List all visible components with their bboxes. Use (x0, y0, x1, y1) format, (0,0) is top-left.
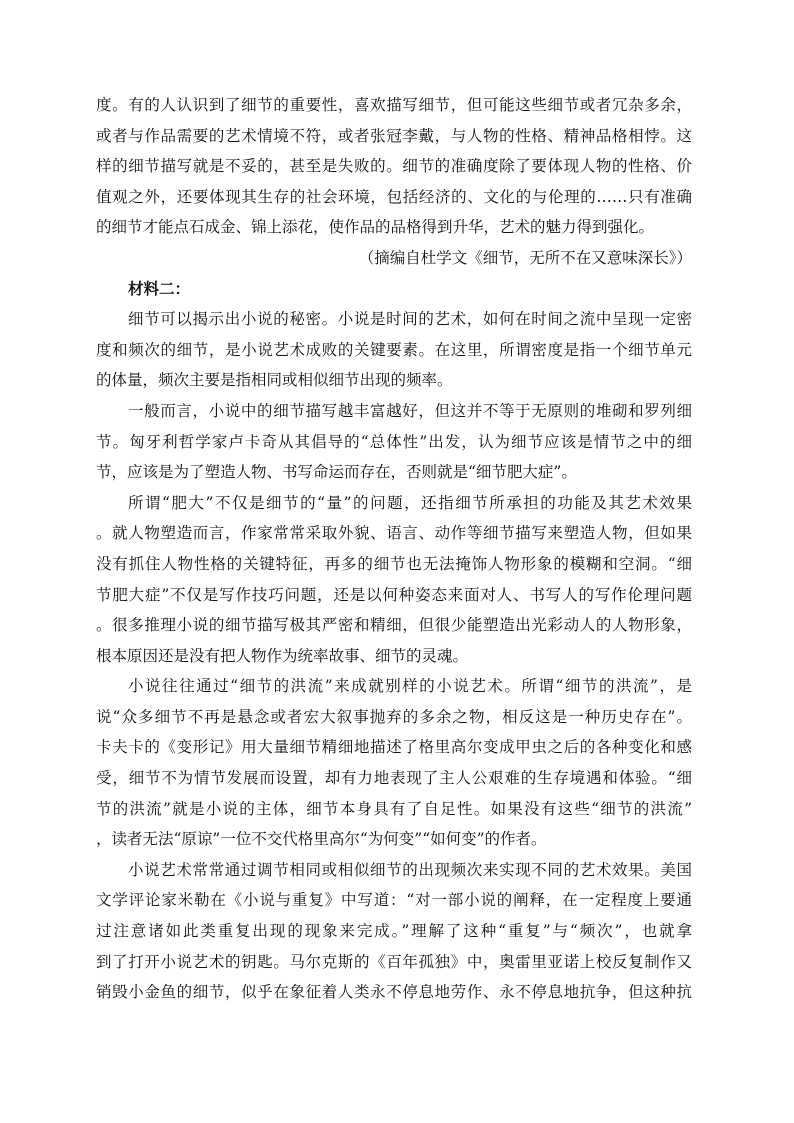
paragraph-4-line: 节肥大症”不仅是写作技巧问题，还是以何种姿态来面对人、书写人的写作伦理问题 (96, 585, 692, 604)
paragraph-4-line: 。就人物塑造而言，作家常常采取外貌、语言、动作等细节描写来塑造人物，但如果 (96, 524, 692, 543)
paragraph-2-line: 的体量，频次主要是指相同或相似细节出现的频率。 (96, 371, 453, 390)
paragraph-6-line: 销毁小金鱼的细节，似乎在象征着人类永不停息地劳作、永不停息地抗争，但这种抗 (96, 983, 692, 1002)
section-heading: 材料二： (128, 278, 191, 298)
paragraph-5-line: 卡夫卡的《变形记》用大量细节精细地描述了格里高尔变成甲虫之后的各种变化和感 (96, 738, 692, 757)
paragraph-4-line: 根本原因还是没有把人物作为统率故事、细节的灵魂。 (96, 646, 469, 665)
paragraph-2-line: 度和频次的细节，是小说艺术成败的关键要素。在这里，所谓密度是指一个细节单元 (96, 340, 692, 359)
paragraph-5-line: 小说往往通过“细节的洪流”来成就别样的小说艺术。所谓“细节的洪流”，是 (128, 677, 692, 696)
paragraph-4-line: 所谓“肥大”不仅是细节的“量”的问题，还指细节所承担的功能及其艺术效果 (128, 493, 692, 512)
paragraph-3-line: 节。匈牙利哲学家卢卡奇从其倡导的“总体性”出发，认为细节应该是情节之中的细 (96, 432, 692, 451)
paragraph-6-line: 小说艺术常常通过调节相同或相似细节的出现频次来实现不同的艺术效果。美国 (128, 860, 692, 879)
paragraph-1-line: 或者与作品需要的艺术情境不符，或者张冠李戴，与人物的性格、精神品格相悖。这 (96, 126, 692, 145)
paragraph-6-line: 文学评论家米勒在《小说与重复》中写道：“对一部小说的阐释，在一定程度上要通 (96, 891, 692, 910)
paragraph-4-line: 。很多推理小说的细节描写极其严密和精细，但很少能塑造出光彩动人的人物形象， (96, 616, 692, 635)
citation: （摘编自杜学文《细节，无所不在又意味深长》） (358, 248, 692, 267)
paragraph-1-line: 度。有的人认识到了细节的重要性，喜欢描写细节，但可能这些细节或者冗杂多余， (96, 96, 692, 114)
paragraph-5-line: 节的洪流”就是小说的主体，细节本身具有了自足性。如果没有这些“细节的洪流” (96, 799, 692, 818)
paragraph-4-line: 没有抓住人物性格的关键特征，再多的细节也无法掩饰人物形象的模糊和空洞。“细 (96, 554, 692, 573)
paragraph-5-line: ，读者无法“原谅”一位不交代格里高尔“为何变”“如何变”的作者。 (96, 830, 547, 849)
paragraph-6-line: 过注意诸如此类重复出现的现象来完成。”理解了这种“重复”与“频次”，也就拿 (96, 922, 692, 941)
paragraph-3-line: 节，应该是为了塑造人物、书写命运而存在，否则就是“细节肥大症”。 (96, 463, 577, 482)
paragraph-1-line: 值观之外，还要体现其生存的社会环境，包括经济的、文化的与伦理的……只有准确 (96, 187, 692, 206)
paragraph-5-line: 说“众多细节不再是悬念或者宏大叙事抛弃的多余之物，相反这是一种历史存在”。 (96, 707, 692, 726)
document-page (96, 90, 692, 1008)
paragraph-5-line: 受，细节不为情节发展而设置，却有力地表现了主人公艰难的生存境遇和体验。“细 (96, 769, 692, 788)
paragraph-2-line: 细节可以揭示出小说的秘密。小说是时间的艺术，如何在时间之流中呈现一定密 (128, 310, 692, 329)
paragraph-1-line: 样的细节描写就是不妥的，甚至是失败的。细节的准确度除了要体现人物的性格、价 (96, 157, 692, 176)
paragraph-1-line: 的细节才能点石成金、锦上添花，使作品的品格得到升华，艺术的魅力得到强化。 (96, 218, 655, 237)
paragraph-3-line: 一般而言，小说中的细节描写越丰富越好，但这并不等于无原则的堆砌和罗列细 (128, 401, 692, 420)
paragraph-6-line: 到了打开小说艺术的钥匙。马尔克斯的《百年孤独》中，奥雷里亚诺上校反复制作又 (96, 952, 692, 971)
